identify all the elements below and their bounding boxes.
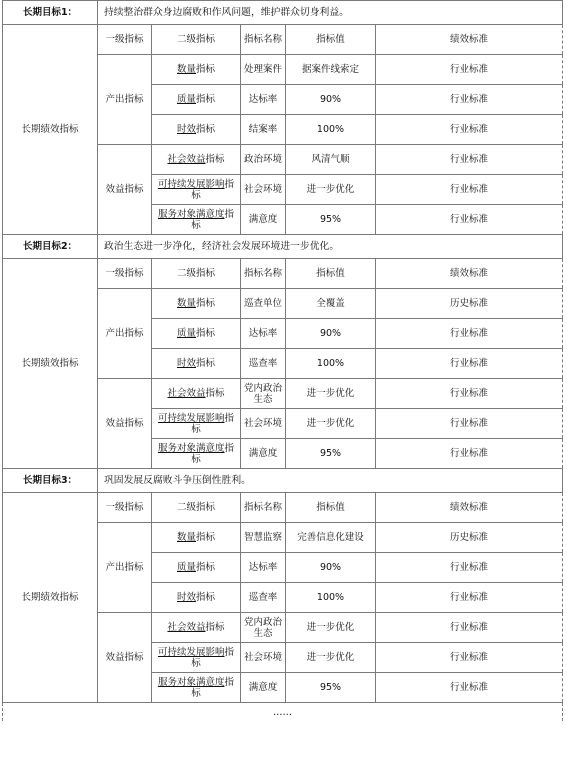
level2-indicator-type: 质量 [176,328,196,339]
performance-standard: 行业标准 [376,439,563,469]
level2-indicator [152,643,241,673]
goal-label: 长期目标2： [3,235,98,259]
indicator-value: 95% [286,439,376,469]
performance-standard: 行业标准 [376,175,563,205]
indicator-name: 处理案件 [241,55,286,85]
goal-text: 持续整治群众身边腐败和作风问题，维护群众切身利益。 [98,1,563,25]
header-level1: 一级指标 [98,493,152,523]
indicator-value: 95% [286,673,376,703]
level2-indicator [152,115,241,145]
level2-indicator [152,553,241,583]
level2-indicator-type: 时效 [176,124,196,135]
level2-indicator [152,523,241,553]
indicator-name: 党内政治生态 [241,613,286,643]
indicator-name: 达标率 [241,319,286,349]
indicator-value: 全覆盖 [286,289,376,319]
level2-indicator-suffix: 指标 [205,622,225,633]
level2-indicator-suffix: 指标 [196,328,216,339]
level2-indicator [152,55,241,85]
level2-indicator-suffix: 指标 [196,562,216,573]
header-indicator-value: 指标值 [286,493,376,523]
indicator-value: 90% [286,553,376,583]
level2-indicator-type: 可持续发展影响 [157,646,225,658]
level2-indicator-type: 数量 [176,64,196,75]
level2-indicator [152,205,241,235]
level2-indicator [152,349,241,379]
indicator-name: 党内政治生态 [241,379,286,409]
indicator-value: 完善信息化建设 [286,523,376,553]
level2-indicator [152,409,241,439]
performance-standard: 行业标准 [376,205,563,235]
level2-indicator [152,583,241,613]
level2-indicator [152,673,241,703]
indicator-value: 95% [286,205,376,235]
performance-standard: 历史标准 [376,523,563,553]
header-indicator-name: 指标名称 [241,259,286,289]
indicator-name: 满意度 [241,205,286,235]
header-performance-standard: 绩效标准 [376,259,563,289]
level2-indicator-suffix: 指标 [196,358,216,369]
indicator-name: 社会环境 [241,175,286,205]
level2-indicator-suffix: 指标 [196,94,216,105]
indicator-value: 进一步优化 [286,379,376,409]
level2-indicator [152,439,241,469]
level2-indicator-type: 质量 [176,562,196,573]
level2-indicator-suffix: 指标 [196,64,216,75]
level2-indicator-suffix: 指标 [205,388,225,399]
level2-indicator [152,379,241,409]
performance-standard: 行业标准 [376,409,563,439]
goal-label: 长期目标3： [3,469,98,493]
long-term-indicator-label: 长期绩效指标 [3,25,98,235]
level2-indicator-type: 服务对象满意度 [157,442,225,454]
level1-indicator: 产出指标 [98,523,152,613]
header-level2: 二级指标 [152,25,241,55]
level2-indicator-suffix: 指标 [191,208,235,231]
level2-indicator-suffix: 指标 [191,676,235,699]
goal-text: 巩固发展反腐败斗争压倒性胜利。 [98,469,563,493]
level2-indicator-suffix: 指标 [191,178,235,201]
level2-indicator-type: 可持续发展影响 [157,178,225,190]
header-indicator-name: 指标名称 [241,25,286,55]
level1-indicator: 产出指标 [98,289,152,379]
continuation-ellipsis: …… [3,703,563,722]
performance-standard: 行业标准 [376,55,563,85]
level2-indicator-type: 服务对象满意度 [157,676,225,688]
performance-standard: 行业标准 [376,145,563,175]
indicator-value: 100% [286,583,376,613]
performance-standard: 行业标准 [376,379,563,409]
performance-standard: 行业标准 [376,349,563,379]
level1-indicator: 效益指标 [98,379,152,469]
level2-indicator-type: 可持续发展影响 [157,412,225,424]
long-term-indicator-label: 长期绩效指标 [3,259,98,469]
performance-standard: 行业标准 [376,583,563,613]
indicator-value: 据案件线索定 [286,55,376,85]
level2-indicator-suffix: 指标 [196,532,216,543]
indicator-value: 进一步优化 [286,175,376,205]
level2-indicator-type: 时效 [176,358,196,369]
level2-indicator-suffix: 指标 [191,646,235,669]
indicator-value: 进一步优化 [286,643,376,673]
level1-indicator: 效益指标 [98,145,152,235]
level2-indicator-suffix: 指标 [196,298,216,309]
level2-indicator [152,175,241,205]
header-level2: 二级指标 [152,493,241,523]
header-row [3,259,563,289]
header-performance-standard: 绩效标准 [376,493,563,523]
indicator-name: 社会环境 [241,643,286,673]
level2-indicator-type: 社会效益 [167,388,206,399]
level2-indicator-suffix: 指标 [196,124,216,135]
level1-indicator: 产出指标 [98,55,152,145]
indicator-name: 智慧监察 [241,523,286,553]
header-level1: 一级指标 [98,25,152,55]
header-indicator-value: 指标值 [286,25,376,55]
level2-indicator [152,289,241,319]
indicator-name: 巡查单位 [241,289,286,319]
indicator-value: 100% [286,349,376,379]
performance-standard: 行业标准 [376,673,563,703]
level2-indicator-type: 社会效益 [167,154,206,165]
level1-indicator: 效益指标 [98,613,152,703]
long-term-indicator-label: 长期绩效指标 [3,493,98,703]
header-indicator-name: 指标名称 [241,493,286,523]
goal-row [3,235,563,259]
header-level1: 一级指标 [98,259,152,289]
indicator-name: 满意度 [241,439,286,469]
header-row [3,25,563,55]
indicator-value: 风清气顺 [286,145,376,175]
level2-indicator [152,145,241,175]
performance-standard: 行业标准 [376,319,563,349]
level2-indicator-type: 质量 [176,94,196,105]
performance-standard: 行业标准 [376,85,563,115]
level2-indicator-suffix: 指标 [196,592,216,603]
level2-indicator-type: 数量 [176,298,196,309]
performance-standard: 行业标准 [376,613,563,643]
indicator-value: 进一步优化 [286,409,376,439]
level2-indicator-type: 社会效益 [167,622,206,633]
indicator-name: 达标率 [241,553,286,583]
indicator-name: 社会环境 [241,409,286,439]
header-row [3,493,563,523]
header-level2: 二级指标 [152,259,241,289]
level2-indicator [152,85,241,115]
goal-row [3,469,563,493]
level2-indicator-type: 数量 [176,532,196,543]
indicator-value: 90% [286,319,376,349]
indicator-name: 满意度 [241,673,286,703]
performance-standard: 行业标准 [376,643,563,673]
level2-indicator-type: 服务对象满意度 [157,208,225,220]
indicator-name: 政治环境 [241,145,286,175]
performance-standard: 行业标准 [376,115,563,145]
level2-indicator-suffix: 指标 [191,442,235,465]
level2-indicator-suffix: 指标 [191,412,235,435]
indicator-table [2,0,563,721]
performance-standard: 历史标准 [376,289,563,319]
goal-row [3,1,563,25]
indicator-value: 进一步优化 [286,613,376,643]
indicator-name: 达标率 [241,85,286,115]
footer-row [3,703,563,722]
level2-indicator-type: 时效 [176,592,196,603]
indicator-value: 90% [286,85,376,115]
level2-indicator [152,613,241,643]
level2-indicator [152,319,241,349]
indicator-value: 100% [286,115,376,145]
indicator-name: 结案率 [241,115,286,145]
indicator-name: 巡查率 [241,349,286,379]
goal-text: 政治生态进一步净化，经济社会发展环境进一步优化。 [98,235,563,259]
header-performance-standard: 绩效标准 [376,25,563,55]
performance-standard: 行业标准 [376,553,563,583]
level2-indicator-suffix: 指标 [205,154,225,165]
goal-label: 长期目标1： [3,1,98,25]
indicator-name: 巡查率 [241,583,286,613]
header-indicator-value: 指标值 [286,259,376,289]
